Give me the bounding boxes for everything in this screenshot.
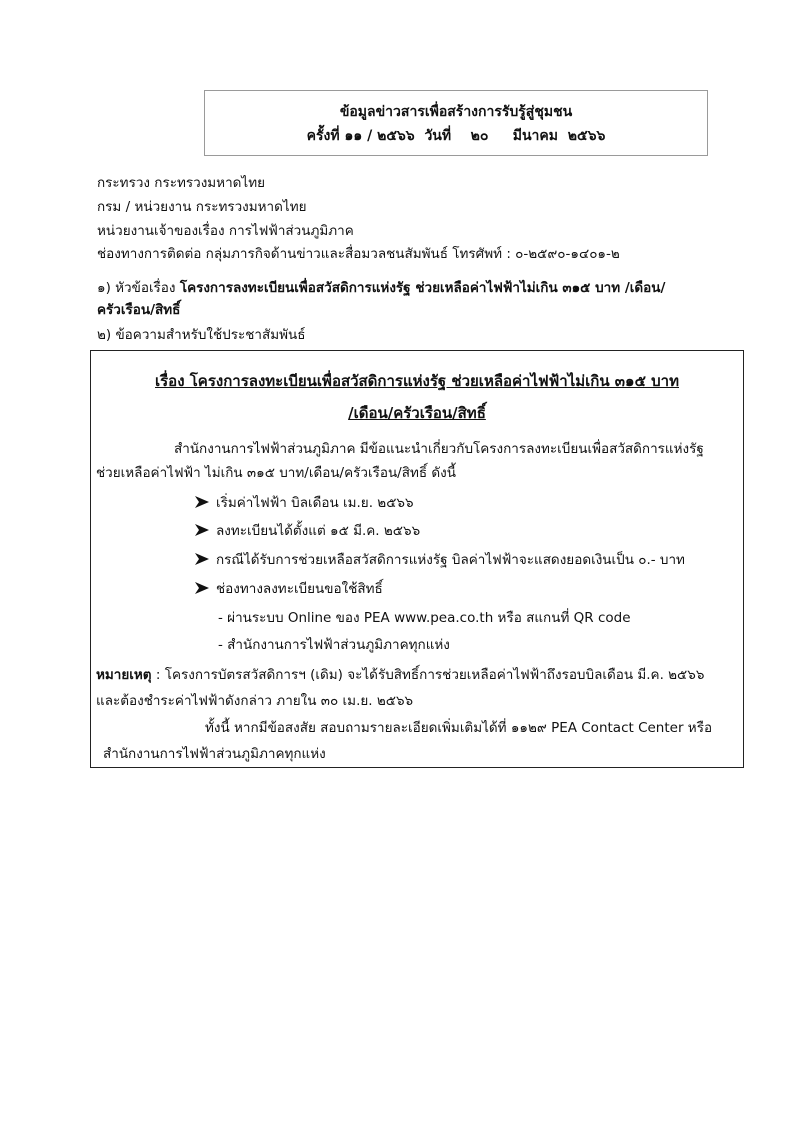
arrow-bullet-icon: [194, 552, 210, 566]
closing-line1: ทั้งนี้ หากมีข้อสงสัย สอบถามรายละเอียดเพิ่มเติมได้ที่ ๑๑๒๙ PEA Contact Center หรือ: [205, 720, 713, 736]
meta-block: [97, 172, 265, 194]
meta-department: กรม / หน่วยงาน กระทรวงมหาดไทย: [97, 199, 307, 215]
announcement-intro-line1: สำนักงานการไฟฟ้าส่วนภูมิภาค มีข้อแนะนำเกี่ยวกับโครงการลงทะเบียนเพื่อสวัสดิการแห่งรัฐ: [174, 441, 704, 457]
announcement-title-line2: /เดือน/ครัวเรือน/สิทธิ์: [348, 404, 486, 422]
bullet-text: เริ่มค่าไฟฟ้า บิลเดือน เม.ย. ๒๕๖๖: [216, 495, 414, 511]
note-label: หมายเหตุ: [96, 667, 152, 683]
header-title: ข้อมูลข่าวสารเพื่อสร้างการรับรู้สู่ชุมชน: [339, 104, 573, 120]
arrow-bullet-icon: [194, 523, 210, 537]
topic-title-line1: โครงการลงทะเบียนเพื่อสวัสดิการแห่งรัฐ ช่วยเหลือค่าไฟฟ้าไม่เกิน ๓๑๕ บาท /เดือน/: [179, 280, 666, 296]
sub-item: - สำนักงานการไฟฟ้าส่วนภูมิภาคทุกแห่ง: [218, 637, 450, 653]
topic-title-line2: ครัวเรือน/สิทธิ์: [97, 302, 181, 318]
announcement-intro-line2: ช่วยเหลือค่าไฟฟ้า ไม่เกิน ๓๑๕ บาท/เดือน/ครัวเรือน/สิทธิ์ ดังนี้: [96, 465, 456, 481]
section2-label: ๒) ข้อความสำหรับใช้ประชาสัมพันธ์: [97, 327, 306, 343]
meta-owner-unit: หน่วยงานเจ้าของเรื่อง การไฟฟ้าส่วนภูมิภาค: [97, 223, 354, 239]
bullet-text: กรณีได้รับการช่วยเหลือสวัสดิการแห่งรัฐ บิลค่าไฟฟ้าจะแสดงยอดเงินเป็น ๐.- บาท: [216, 552, 685, 568]
note-text: : โครงการบัตรสวัสดิการฯ (เดิม) จะได้รับสิทธิ์การช่วยเหลือค่าไฟฟ้าถึงรอบบิลเดือน มี.ค. ๒๕๖๖: [151, 667, 705, 683]
header-box: [204, 90, 708, 156]
meta-ministry: กระทรวง กระทรวงมหาดไทย: [97, 175, 266, 191]
topic-section: [97, 277, 757, 321]
arrow-bullet-icon: [194, 581, 210, 595]
announcement-title-line1: เรื่อง โครงการลงทะเบียนเพื่อสวัสดิการแห่งรัฐ ช่วยเหลือค่าไฟฟ้าไม่เกิน ๓๑๕ บาท: [155, 372, 679, 390]
sub-item: - ผ่านระบบ Online ของ PEA www.pea.co.th หรือ สแกนที่ QR code: [218, 610, 631, 626]
topic-label: ๑) หัวข้อเรื่อง: [97, 280, 180, 296]
note-line1: [96, 663, 704, 685]
meta-block-4: [97, 243, 620, 265]
bullet-item: [194, 548, 685, 570]
bullet-text: ลงทะเบียนได้ตั้งแต่ ๑๕ มี.ค. ๒๕๖๖: [216, 523, 421, 539]
bullet-item: [194, 491, 414, 513]
meta-block-3: [97, 220, 354, 242]
bullet-text: ช่องทางลงทะเบียนขอใช้สิทธิ์: [216, 581, 383, 597]
note-line2: และต้องชำระค่าไฟฟ้าดังกล่าว ภายใน ๓๐ เม.ย. ๒๕๖๖: [96, 693, 414, 709]
bullet-item: [194, 577, 383, 599]
arrow-bullet-icon: [194, 495, 210, 509]
closing-line2: สำนักงานการไฟฟ้าส่วนภูมิภาคทุกแห่ง: [103, 746, 326, 762]
meta-block-2: [97, 196, 307, 218]
announcement-box: [90, 350, 744, 768]
header-issue-date: ครั้งที่ ๑๑ / ๒๕๖๖ วันที่ ๒๐ มีนาคม ๒๕๖๖: [306, 128, 606, 144]
meta-contact: ช่องทางการติดต่อ กลุ่มภารกิจด้านข่าวและสื่อมวลชนสัมพันธ์ โทรศัพท์ : ๐-๒๕๙๐-๑๔๐๑-๒: [97, 246, 620, 262]
bullet-item: [194, 519, 420, 541]
